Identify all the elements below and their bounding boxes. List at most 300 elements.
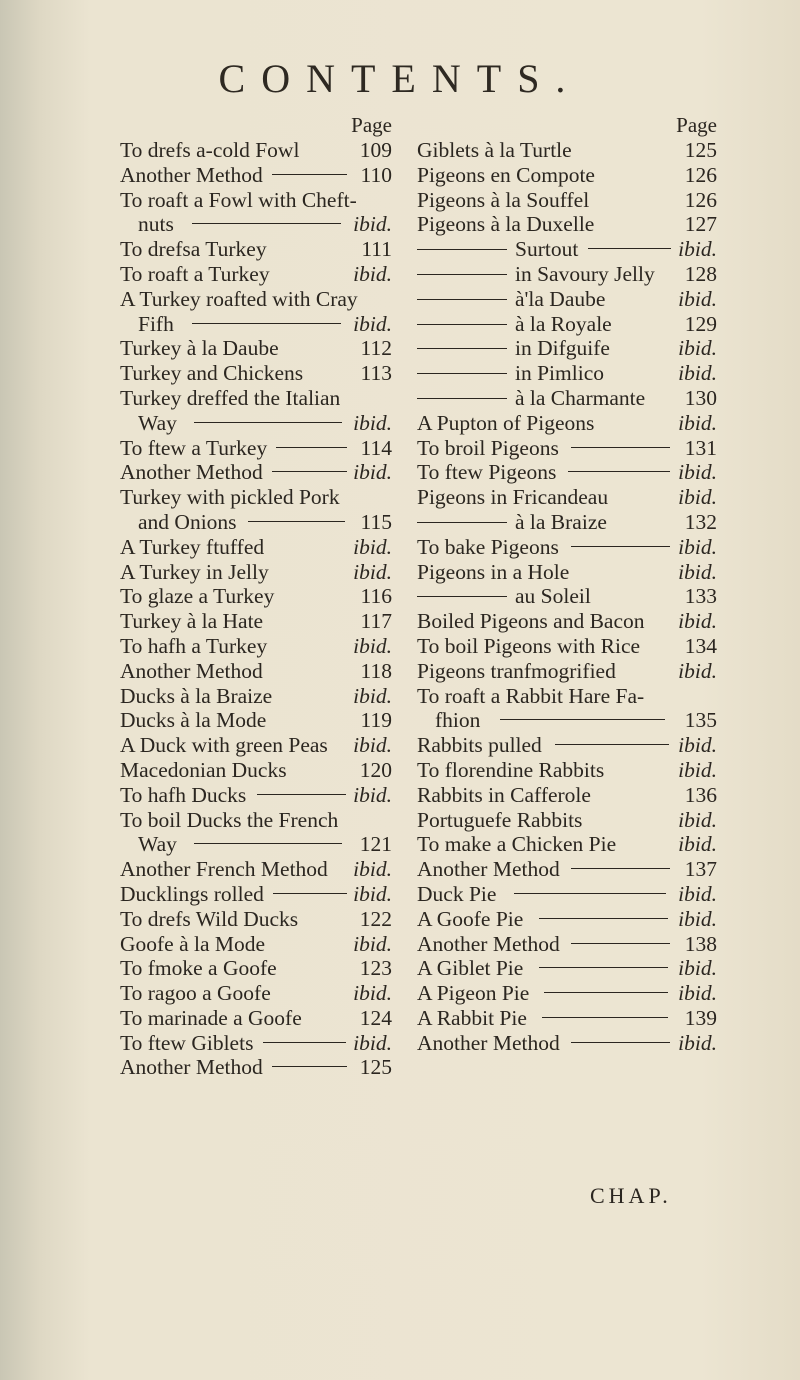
entry-title [417,436,559,461]
entry-text: Pigeons en Compote [417,162,595,187]
toc-entry [417,560,717,585]
entry-text: Portuguefe Rabbits [417,807,583,832]
entry-page-number: ibid. [353,683,392,708]
entry-page-number: ibid. [678,981,717,1006]
entry-text: Pigeons tranfmogrified [417,658,616,683]
toc-entry [120,684,392,709]
toc-entry [417,336,717,361]
entry-title [417,857,560,882]
toc-entry [417,138,717,163]
right-column [417,112,717,1055]
toc-entry [417,684,717,709]
toc-entry [417,733,717,758]
entry-page-number: 117 [360,609,392,634]
entry-page-number: ibid. [678,286,717,311]
entry-text: To ragoo a Goofe [120,981,271,1006]
entry-title [120,262,270,287]
ditto-rule [417,324,507,325]
entry-title [417,808,582,833]
entry-text: Surtout [515,237,579,262]
toc-entry [417,510,717,535]
toc-entry [417,808,717,833]
entry-text: To ftew Giblets [120,1030,254,1055]
entry-text: A Turkey ftuffed [120,534,265,559]
entry-text: Turkey à la Hate [120,609,264,634]
entry-title [417,287,605,312]
toc-entry [120,386,392,411]
entry-title [417,956,523,981]
entry-page-number: 114 [360,435,392,460]
toc-entry [417,312,717,337]
entry-text: Pigeons in a Hole [417,559,570,584]
entry-title [120,411,177,436]
toc-entry [120,1055,392,1080]
entry-page-number: ibid. [353,212,392,237]
entry-text: To boil Pigeons with Rice [417,633,641,658]
ditto-rule [417,249,507,250]
entry-title [120,510,237,535]
entry-text: Another French Method [120,857,328,882]
entry-title [417,485,608,510]
entry-text: Turkey à la Daube [120,336,279,361]
entry-title [120,708,266,733]
toc-entry [120,336,392,361]
entry-title [120,882,264,907]
entry-text: Boiled Pigeons and Bacon [417,609,645,634]
entry-text: Another Method [417,857,560,882]
entry-page-number: ibid. [353,857,392,882]
entry-text: Another Method [120,162,263,187]
entry-page-number: ibid. [353,311,392,336]
toc-entry [417,460,717,485]
entry-text: To ftew Pigeons [417,460,557,485]
entry-title [417,312,612,337]
entry-page-number: ibid. [678,460,717,485]
entry-page-number: 121 [359,832,392,857]
toc-entry [120,1031,392,1056]
toc-entry [417,708,717,733]
right-entry-list [417,138,717,1055]
toc-entry [120,882,392,907]
toc-entry [120,659,392,684]
entry-title [417,832,616,857]
entry-title [417,1006,527,1031]
toc-entry [120,708,392,733]
toc-entry [120,956,392,981]
entry-text: To hafh Ducks [120,782,247,807]
entry-text: To roaft a Fowl with Cheft- [120,187,357,212]
entry-page-number: ibid. [353,931,392,956]
entry-page-number: 118 [360,658,392,683]
entry-text: To marinade a Goofe [120,1005,302,1030]
toc-entry [417,237,717,262]
toc-entry [120,163,392,188]
toc-entry [120,535,392,560]
toc-entry [417,262,717,287]
entry-title [120,783,246,808]
entry-text: A Turkey in Jelly [120,559,269,584]
entry-text: Macedonian Ducks [120,757,287,782]
entry-page-number: 128 [684,261,717,286]
toc-entry [417,609,717,634]
ditto-rule [417,522,507,523]
entry-page-number: ibid. [678,832,717,857]
entry-page-number: ibid. [353,981,392,1006]
entry-title [417,733,542,758]
entry-page-number: ibid. [353,733,392,758]
entry-page-number: 112 [360,336,392,361]
toc-entry [120,312,392,337]
entry-text: Pigeons à la Duxelle [417,212,595,237]
entry-title [120,1055,263,1080]
entry-title [120,932,265,957]
entry-title [417,163,595,188]
entry-title [120,237,267,262]
entry-text: A Rabbit Pie [417,1005,527,1030]
entry-text: in Difguife [515,336,610,361]
entry-page-number: ibid. [678,658,717,683]
entry-page-number: 134 [684,633,717,658]
entry-page-number: 139 [684,1005,717,1030]
entry-page-number: 122 [359,906,392,931]
entry-title [417,584,591,609]
entry-page-number: 136 [684,782,717,807]
toc-entry [120,733,392,758]
entry-page-number: ibid. [678,956,717,981]
ditto-rule [417,373,507,374]
entry-page-number: ibid. [678,534,717,559]
entry-text: To florendine Rabbits [417,757,605,782]
toc-entry [120,510,392,535]
entry-text: à la Braize [515,509,607,534]
entry-text: fhion [435,708,481,733]
entry-title [120,584,274,609]
entry-text: A Pigeon Pie [417,981,530,1006]
entry-title [120,138,299,163]
entry-page-number: 113 [360,361,392,386]
entry-title [120,163,263,188]
toc-entry [417,907,717,932]
entry-page-number: 124 [359,1005,392,1030]
entry-page-number: ibid. [678,906,717,931]
entry-page-number: ibid. [353,460,392,485]
entry-title [120,535,264,560]
toc-entry [417,188,717,213]
entry-title [120,485,340,510]
entry-title [120,956,277,981]
toc-entry [120,907,392,932]
entry-text: To ftew a Turkey [120,435,268,460]
entry-text: Another Method [120,658,263,683]
entry-text: Another Method [120,1055,263,1080]
entry-page-number: 133 [684,584,717,609]
entry-title [120,1031,253,1056]
entry-text: Pigeons in Fricandeau [417,485,609,510]
entry-title [417,882,496,907]
entry-text: To glaze a Turkey [120,584,275,609]
toc-entry [120,287,392,312]
entry-page-number: 126 [684,187,717,212]
entry-text: To fmoke a Goofe [120,956,277,981]
entry-text: à la Royale [515,311,612,336]
entry-title [120,733,328,758]
entry-title [120,907,298,932]
entry-title [417,560,569,585]
toc-entry [417,1006,717,1031]
entry-text: To roaft a Rabbit Hare Fa- [417,683,645,708]
entry-title [120,684,272,709]
entry-text: à'la Daube [515,286,606,311]
entry-text: To roaft a Turkey [120,261,270,286]
entry-text: To drefs Wild Ducks [120,906,299,931]
entry-page-number: 138 [684,931,717,956]
toc-entry [417,361,717,386]
entry-page-number: 129 [684,311,717,336]
entry-page-number: ibid. [353,261,392,286]
entry-title [417,684,644,709]
entry-title [120,758,287,783]
entry-text: Way [138,832,177,857]
entry-title [120,609,263,634]
toc-entry [417,857,717,882]
entry-title [417,460,556,485]
entry-text: and Onions [138,509,237,534]
toc-entry [120,584,392,609]
toc-entry [120,832,392,857]
entry-page-number: ibid. [678,410,717,435]
entry-text: Turkey and Chickens [120,361,304,386]
ditto-rule [417,596,507,597]
entry-text: Another Method [120,460,263,485]
entry-title [120,361,303,386]
toc-entry [120,361,392,386]
entry-title [120,386,340,411]
entry-text: A Giblet Pie [417,956,524,981]
entry-text: Pigeons à la Souffel [417,187,590,212]
entry-text: To drefsa Turkey [120,237,267,262]
entry-title [120,634,267,659]
entry-text: Ducks à la Mode [120,708,267,733]
entry-title [417,659,616,684]
entry-page-number: ibid. [678,336,717,361]
entry-title [417,336,610,361]
entry-page-number: ibid. [353,410,392,435]
entry-page-number: ibid. [678,237,717,262]
toc-entry [120,485,392,510]
toc-entry [417,882,717,907]
toc-entry [417,584,717,609]
entry-title [120,312,174,337]
entry-page-number: 137 [684,857,717,882]
entry-title [120,188,357,213]
entry-title [120,659,263,684]
entry-text: Duck Pie [417,881,497,906]
entry-text: To boil Ducks the French [120,807,339,832]
entry-title [120,287,358,312]
entry-text: à la Charmante [515,385,646,410]
entry-title [417,361,604,386]
entry-title [417,535,559,560]
toc-entry [120,237,392,262]
entry-page-number: 120 [359,757,392,782]
entry-page-number: 109 [359,138,392,162]
entry-text: Ducklings rolled [120,881,264,906]
toc-entry [120,1006,392,1031]
entry-text: Rabbits in Cafferole [417,782,591,807]
ditto-rule [417,274,507,275]
toc-entry [417,981,717,1006]
toc-entry [417,659,717,684]
toc-entry [120,262,392,287]
toc-entry [417,832,717,857]
entry-text: Another Method [417,931,560,956]
entry-text: To bake Pigeons [417,534,559,559]
entry-title [417,262,655,287]
toc-entry [120,560,392,585]
entry-page-number: 131 [684,435,717,460]
entry-title [417,188,589,213]
toc-entry [120,212,392,237]
entry-page-number: ibid. [353,782,392,807]
entry-text: in Pimlico [515,361,604,386]
entry-title [120,1006,302,1031]
entry-page-number: 125 [684,138,717,162]
entry-title [120,808,338,833]
entry-title [417,907,523,932]
entry-title [120,336,279,361]
toc-entry [417,634,717,659]
left-column [120,112,392,1080]
entry-page-number: ibid. [678,757,717,782]
entry-text: nuts [138,212,174,237]
entry-page-number: 125 [359,1055,392,1080]
entry-text: To broil Pigeons [417,435,559,460]
toc-entry [417,411,717,436]
ditto-rule [417,299,507,300]
entry-page-number: 126 [684,162,717,187]
toc-entry [120,436,392,461]
toc-entry [120,460,392,485]
entry-page-number: 132 [684,509,717,534]
entry-page-number: 119 [360,708,392,733]
entry-page-number: ibid. [678,609,717,634]
entry-page-number: ibid. [353,1030,392,1055]
entry-text: A Pupton of Pigeons [417,410,595,435]
entry-page-number: 111 [361,237,392,262]
entry-page-number: 116 [360,584,392,609]
entry-title [417,386,645,411]
entry-title [120,436,267,461]
toc-entry [120,783,392,808]
toc-entry [417,1031,717,1056]
toc-entry [417,287,717,312]
entry-title [417,708,480,733]
entry-title [120,832,177,857]
toc-entry [417,758,717,783]
entry-text: Turkey with pickled Pork [120,485,340,510]
entry-text: To drefs a-cold Fowl [120,138,300,162]
toc-entry [417,163,717,188]
entry-text: Rabbits pulled [417,733,542,758]
entry-page-number: ibid. [678,807,717,832]
entry-title [417,981,529,1006]
entry-title [120,460,263,485]
entry-title [120,857,328,882]
entry-title [417,609,645,634]
toc-entry [120,138,392,163]
entry-text: A Turkey roafted with Cray [120,286,358,311]
entry-page-number: ibid. [353,559,392,584]
toc-entry [120,857,392,882]
entry-text: Goofe à la Mode [120,931,266,956]
entry-title [120,212,174,237]
entry-page-number: ibid. [678,361,717,386]
entry-page-number: ibid. [678,881,717,906]
toc-entry [120,932,392,957]
entry-page-number: 115 [360,509,392,534]
toc-entry [120,609,392,634]
entry-title [417,138,572,163]
ditto-rule [417,348,507,349]
page-column-label: Page [676,113,717,137]
entry-title [120,981,271,1006]
toc-entry [120,634,392,659]
entry-text: Giblets à la Turtle [417,138,572,162]
toc-entry [417,485,717,510]
entry-title [120,560,269,585]
entry-text: A Goofe Pie [417,906,524,931]
entry-title [417,783,591,808]
entry-page-number: 135 [684,708,717,733]
toc-entry [120,981,392,1006]
entry-text: Turkey dreffed the Italian [120,385,341,410]
entry-text: Ducks à la Braize [120,683,273,708]
entry-page-number: ibid. [353,534,392,559]
entry-page-number: ibid. [678,1030,717,1055]
toc-entry [417,783,717,808]
toc-entry [120,758,392,783]
entry-page-number: ibid. [353,881,392,906]
entry-text: Another Method [417,1030,560,1055]
entry-page-number: 110 [360,162,392,187]
entry-text: au Soleil [515,584,591,609]
entry-text: Way [138,410,177,435]
entry-page-number: ibid. [678,485,717,510]
entry-page-number: ibid. [678,559,717,584]
ditto-rule [417,398,507,399]
entry-text: in Savoury Jelly [515,261,655,286]
entry-title [417,758,604,783]
toc-entry [417,436,717,461]
toc-entry [120,411,392,436]
toc-entry [417,535,717,560]
entry-title [417,237,578,262]
entry-page-number: ibid. [353,633,392,658]
page-column-label: Page [351,113,392,137]
entry-text: Fifh [138,311,174,336]
catchword: CHAP. [590,1183,672,1208]
entry-title [417,1031,560,1056]
entry-text: A Duck with green Peas [120,733,328,758]
page-header: CONTENTS. [218,56,582,101]
entry-title [417,411,594,436]
toc-entry [417,386,717,411]
entry-title [417,510,607,535]
entry-text: To hafh a Turkey [120,633,268,658]
toc-entry [417,956,717,981]
entry-page-number: ibid. [678,733,717,758]
toc-entry [120,188,392,213]
